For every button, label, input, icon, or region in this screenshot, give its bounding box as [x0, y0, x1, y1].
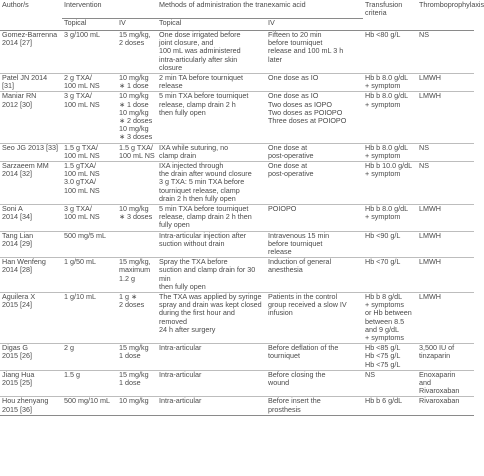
- cell-method-topical: 2 min TA before tourniquet release: [157, 73, 266, 91]
- cell-topical: 3 g TXA/ 100 mL NS: [62, 92, 117, 143]
- cell-author: Tang Lian 2014 [29]: [0, 231, 62, 258]
- cell-topical: 3 g TXA/ 100 mL NS: [62, 204, 117, 231]
- cell-topical: 1.5 g TXA/ 100 mL NS: [62, 143, 117, 161]
- cell-transfusion: Hb <85 g/L Hb <75 g/L Hb <75 g/L: [363, 344, 417, 371]
- cell-transfusion: NS: [363, 370, 417, 397]
- cell-topical: 3 g/100 mL: [62, 30, 117, 73]
- cell-topical: 500 mg/5 mL: [62, 231, 117, 258]
- table-row: [0, 161, 474, 204]
- cell-thrombo: Enoxaparin and Rivaroxaban: [417, 370, 474, 397]
- cell-iv: 10 mg/kg: [117, 397, 157, 415]
- header-transfusion: Transfusion criteria: [365, 0, 403, 18]
- cell-author: Maniar RN 2012 [30]: [0, 92, 62, 143]
- cell-method-topical: 5 min TXA before tourniquet release, clamp drain 2 h then fully open: [157, 204, 266, 231]
- cell-method-iv: Induction of general anesthesia: [266, 258, 363, 293]
- cell-transfusion: Hb b 6 g/dL: [363, 397, 417, 415]
- cell-thrombo: LMWH: [417, 231, 474, 258]
- cell-method-iv: One dose as IO: [266, 73, 363, 91]
- cell-topical: 2 g: [62, 344, 117, 371]
- header-intervention-topical: Topical: [62, 18, 117, 30]
- cell-transfusion: Hb b 8.0 g/dL + symptom: [363, 143, 417, 161]
- cell-method-topical: Intra-articular: [157, 397, 266, 415]
- cell-author: Digas G 2015 [26]: [0, 344, 62, 371]
- cell-topical: 1.5 g: [62, 370, 117, 397]
- cell-author: Sarzaeem MM 2014 [32]: [0, 161, 62, 204]
- cell-transfusion: Hb <70 g/L: [363, 258, 417, 293]
- cell-iv: 1 g ∗ 2 doses: [117, 293, 157, 344]
- cell-transfusion: Hb b 8.0 g/dL + symptom: [363, 204, 417, 231]
- header-transfusion-blank: [363, 18, 417, 30]
- cell-author: Aguilera X 2015 [24]: [0, 293, 62, 344]
- table-row: [0, 258, 474, 293]
- header-methods-iv: IV: [266, 18, 363, 30]
- cell-thrombo: LMWH: [417, 204, 474, 231]
- header-intervention: Intervention: [62, 0, 157, 18]
- header-methods: Methods of administration the tranexamic acid: [157, 0, 363, 18]
- cell-thrombo: NS: [417, 161, 474, 204]
- cell-iv: 15 mg/kg, maximum 1.2 g: [117, 258, 157, 293]
- cell-iv: [117, 231, 157, 258]
- cell-author: Seo JG 2013 [33]: [0, 143, 62, 161]
- header-author: Author/s: [2, 0, 29, 9]
- cell-method-topical: IXA while suturing, no clamp drain: [157, 143, 266, 161]
- cell-method-topical: Intra-articular: [157, 344, 266, 371]
- cell-thrombo: LMWH: [417, 293, 474, 344]
- table-row: [0, 293, 474, 344]
- table-row: [0, 397, 474, 415]
- cell-transfusion: Hb b 8 g/dL + symptoms or Hb between between 8.5 and 9 g/dL + symptoms: [363, 293, 417, 344]
- header-author-blank: [0, 18, 62, 30]
- cell-author: Han Wenfeng 2014 [28]: [0, 258, 62, 293]
- cell-method-iv: Fifteen to 20 min before tourniquet release and 100 mL 3 h later: [266, 30, 363, 73]
- cell-topical: 500 mg/10 mL: [62, 397, 117, 415]
- cell-method-iv: Before deflation of the tourniquet: [266, 344, 363, 371]
- cell-transfusion: Hb b 8.0 g/dL + symptom: [363, 73, 417, 91]
- cell-iv: 15 mg/kg 1 dose: [117, 344, 157, 371]
- table-row: [0, 204, 474, 231]
- table-row: [0, 231, 474, 258]
- cell-method-iv: Patients in the control group received a slow IV infusion: [266, 293, 363, 344]
- cell-method-topical: One dose irrigated before joint closure, and 100 mL was administered intra-articularly after skin closure: [157, 30, 266, 73]
- cell-method-topical: The TXA was applied by syringe spray and drain was kept closed during the first hour and removed 24 h after surgery: [157, 293, 266, 344]
- cell-topical: 1 g/10 mL: [62, 293, 117, 344]
- cell-method-topical: Intra-articular: [157, 370, 266, 397]
- cell-author: Jiang Hua 2015 [25]: [0, 370, 62, 397]
- table-row: [0, 344, 474, 371]
- cell-method-topical: Intra-articular injection after suction without drain: [157, 231, 266, 258]
- cell-method-iv: One dose as IO Two doses as IOPO Two doses as POIOPO Three doses at POIOPO: [266, 92, 363, 143]
- table-row: [0, 73, 474, 91]
- cell-iv: [117, 161, 157, 204]
- cell-method-topical: IXA injected through the drain after wound closure 3 g TXA: 5 min TXA before tourniquet release, clamp drain 2 h then fully open: [157, 161, 266, 204]
- cell-author: Hou zhenyang 2015 [36]: [0, 397, 62, 415]
- header-thrombo-blank: [417, 18, 474, 30]
- cell-iv: 1.5 g TXA/ 100 mL NS: [117, 143, 157, 161]
- cell-method-topical: 5 min TXA before tourniquet release, clamp drain 2 h then fully open: [157, 92, 266, 143]
- cell-thrombo: LMWH: [417, 258, 474, 293]
- cell-method-iv: POIOPO: [266, 204, 363, 231]
- cell-transfusion: Hb <80 g/L: [363, 30, 417, 73]
- cell-transfusion: Hb <90 g/L: [363, 231, 417, 258]
- cell-transfusion: Hb b 8.0 g/dL + symptom: [363, 92, 417, 143]
- cell-thrombo: Rivaroxaban: [417, 397, 474, 415]
- cell-topical: 1.5 gTXA/ 100 mL NS 3.0 gTXA/ 100 mL NS: [62, 161, 117, 204]
- cell-iv: 10 mg/kg ∗ 1 dose 10 mg/kg ∗ 2 doses 10 mg/kg ∗ 3 doses: [117, 92, 157, 143]
- cell-iv: 10 mg/kg ∗ 1 dose: [117, 73, 157, 91]
- cell-method-iv: One dose at post-operative: [266, 143, 363, 161]
- table-row: [0, 30, 474, 73]
- cell-author: Gomez-Barrenna 2014 [27]: [0, 30, 62, 73]
- cell-method-iv: Before closing the wound: [266, 370, 363, 397]
- table-row: [0, 370, 474, 397]
- cell-iv: 15 mg/kg, 2 doses: [117, 30, 157, 73]
- cell-topical: 2 g TXA/ 100 mL NS: [62, 73, 117, 91]
- cell-iv: 10 mg/kg ∗ 3 doses: [117, 204, 157, 231]
- cell-topical: 1 g/50 mL: [62, 258, 117, 293]
- cell-method-topical: Spray the TXA before suction and clamp drain for 30 min then fully open: [157, 258, 266, 293]
- cell-thrombo: NS: [417, 143, 474, 161]
- cell-method-iv: Before insert the prosthesis: [266, 397, 363, 415]
- table-row: [0, 92, 474, 143]
- cell-thrombo: LMWH: [417, 73, 474, 91]
- cell-method-iv: Intravenous 15 min before tourniquet release: [266, 231, 363, 258]
- cell-author: Patel JN 2014 [31]: [0, 73, 62, 91]
- cell-thrombo: 3,500 IU of tinzaparin: [417, 344, 474, 371]
- cell-thrombo: NS: [417, 30, 474, 73]
- header-thromboprophylaxis: Thromboprophylaxis: [419, 0, 484, 9]
- table-row: [0, 143, 474, 161]
- cell-transfusion: Hb b 10.0 g/dL + symptom: [363, 161, 417, 204]
- cell-method-iv: One dose at post-operative: [266, 161, 363, 204]
- cell-iv: 15 mg/kg 1 dose: [117, 370, 157, 397]
- header-methods-topical: Topical: [157, 18, 266, 30]
- cell-author: Soni A 2014 [34]: [0, 204, 62, 231]
- header-intervention-iv: IV: [117, 18, 157, 30]
- cell-thrombo: LMWH: [417, 92, 474, 143]
